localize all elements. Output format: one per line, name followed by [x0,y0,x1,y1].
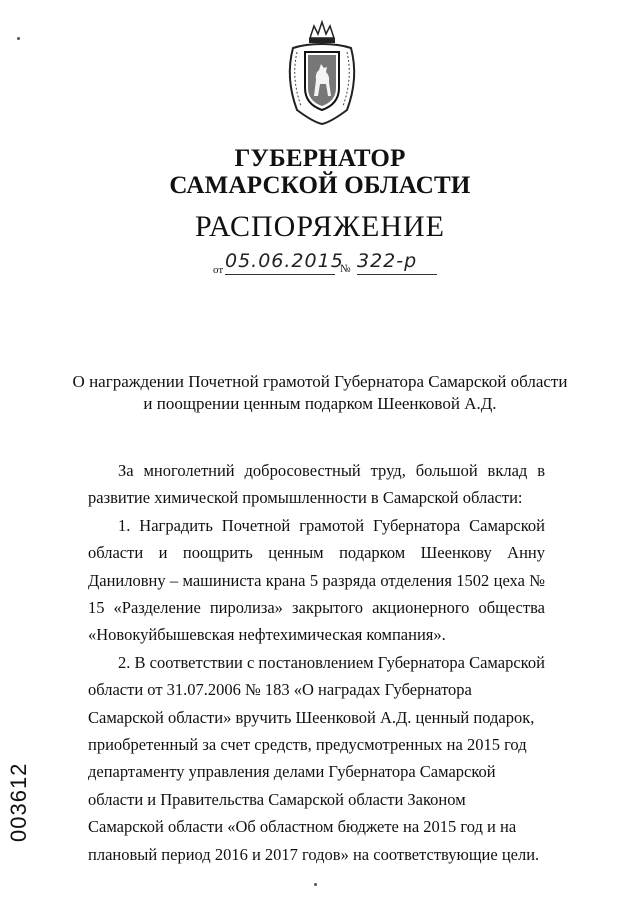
subject-line2: и поощрении ценным подарком Шеенковой А.Д. [143,394,497,413]
authority-title-line2: САМАРСКОЙ ОБЛАСТИ [169,172,471,199]
document-date: 05.06.2015 [225,250,335,275]
document-number: 322-р [357,250,437,275]
coat-of-arms-icon [283,18,361,128]
scan-speck [17,37,20,40]
margin-stamp-number: 003612 [6,762,31,842]
document-subject [0,371,640,415]
date-prefix: от [213,264,224,276]
intro-paragraph: За многолетний добросовестный труд, большой вклад в развитие химической промышленности в Самарской области: [88,461,545,508]
item-1-paragraph: 1. Наградить Почетной грамотой Губернатора Самарской области и поощрить ценным подарком Шеенкову Анну Даниловну – машиниста крана 5 разряда отделения 1502 цеха № 15 «Разделение пиролиза» закрытого акционерного общества «Новокуйбышевская нефтехимическая компания». [88,515,545,645]
authority-title-line1: ГУБЕРНАТОР [234,145,406,172]
item-2-paragraph: 2. В соответствии с постановлением Губернатора Самарской области от 31.07.2006 № 183 «О наградах Губернатора Самарской области» вручить Шеенковой А.Д. ценный подарок, приобретенный за счет средств, предусмотренных на 2015 год департаменту управления делами Губернатора Самарской области и Правительства Самарской области Законом Самарской области «Об областном бюджете на 2015 год и на плановый период 2016 и 2017 годов» на соответствующие цели. [88,652,545,864]
document-type: РАСПОРЯЖЕНИЕ [194,210,446,243]
scan-speck [314,883,317,886]
number-prefix: № [340,263,351,275]
document-body [88,457,545,868]
subject-line1: О награждении Почетной грамотой Губернатора Самарской области [72,372,568,391]
